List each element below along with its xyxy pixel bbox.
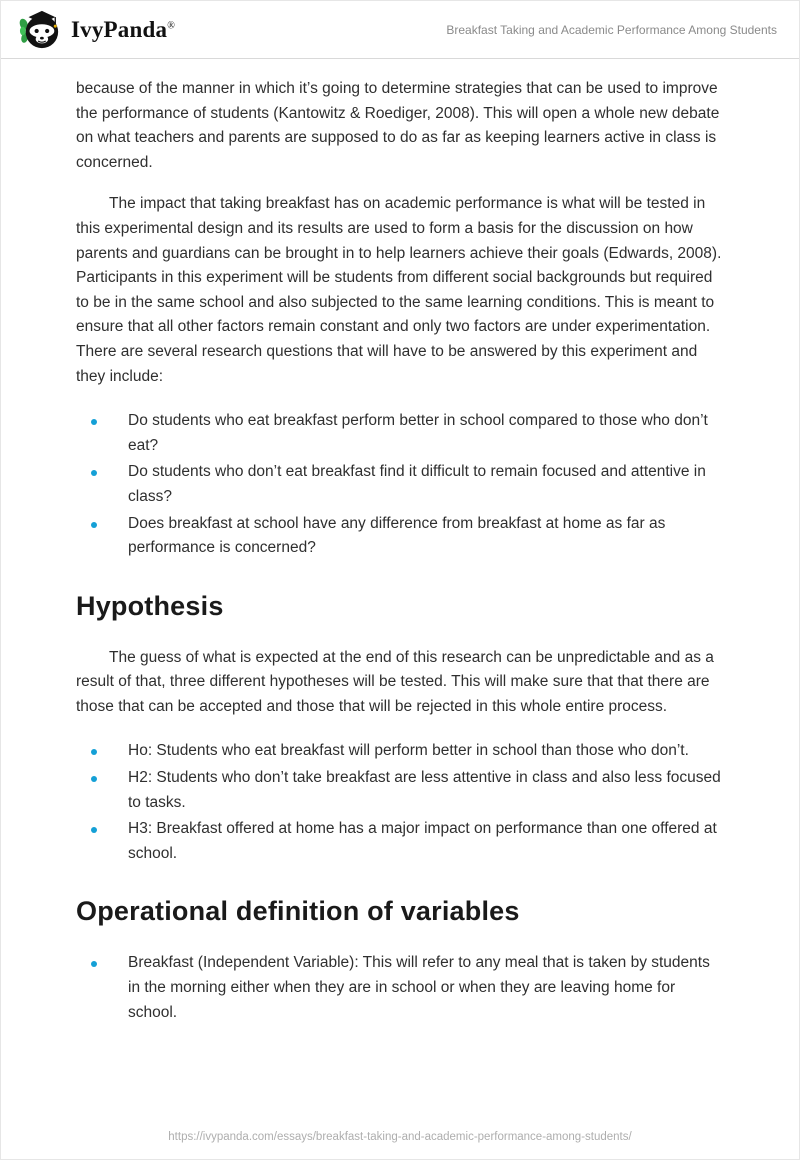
bullet-icon — [91, 749, 97, 755]
variables-list — [76, 951, 722, 1025]
bullet-icon — [91, 522, 97, 528]
bullet-icon — [91, 961, 97, 967]
document-title: Breakfast Taking and Academic Performance Among Students — [446, 22, 777, 37]
research-questions-list — [76, 409, 722, 561]
ivypanda-logo[interactable] — [19, 9, 175, 51]
list-item — [76, 460, 722, 509]
paragraph-hypothesis: The guess of what is expected at the end of this research can be unpredictable and as a result of that, three different hypotheses will be tested. This will make sure that that there are those that can be accepted and those that will be rejected in this whole entire process. — [76, 648, 714, 715]
variables-heading: Operational definition of variables — [76, 896, 520, 927]
page-header — [1, 1, 799, 59]
list-item — [76, 817, 722, 866]
list-item-text: H3: Breakfast offered at home has a major impact on performance than one offered at school. — [128, 820, 717, 862]
list-item — [76, 409, 722, 458]
list-item-text: Do students who don’t eat breakfast find it difficult to remain focused and attentive in class? — [128, 463, 706, 505]
bullet-icon — [91, 776, 97, 782]
bullet-icon — [91, 827, 97, 833]
bullet-icon — [91, 419, 97, 425]
list-item-text: Breakfast (Independent Variable): This will refer to any meal that is taken by students in the morning either when they are in school or when they are leaving home for school. — [128, 954, 710, 1021]
brand-name — [71, 17, 175, 43]
brand-text: IvyPanda — [71, 16, 168, 42]
list-item — [76, 739, 722, 764]
page-footer — [1, 1127, 799, 1145]
list-item — [76, 951, 722, 1025]
essay-content — [1, 59, 799, 1025]
source-url: https://ivypanda.com/essays/breakfast-taking-and-academic-performance-among-students/ — [168, 1131, 632, 1143]
list-item-text: Does breakfast at school have any difference from breakfast at home as far as performance is concerned? — [128, 514, 666, 557]
list-item-text: Do students who eat breakfast perform better in school compared to those who don’t eat? — [128, 412, 708, 454]
registered-mark: ® — [167, 19, 175, 31]
list-item — [76, 766, 722, 815]
paragraph-impact: The impact that taking breakfast has on academic performance is what will be tested in this experimental design and its results are used to form a basis for the discussion on how parents and guardians can be brought in to help learners achieve their goals (Edwards, 2008). Participants in this experiment will be students from different social backgrounds but required to be in the same school and also subjected to the same learning conditions. This is meant to ensure that all other factors remain constant and only two factors are under experimentation. There are several research questions that will have to be answered by this experiment and they include: — [76, 195, 722, 385]
list-item — [76, 512, 722, 561]
paragraph-intro: because of the manner in which it’s going to determine strategies that can be used to improve the performance of students (Kantowitz & Roediger, 2008). This will open a whole new debate on what teachers and parents are supposed to do as far as keeping learners active in class is concerned. — [76, 80, 720, 171]
bullet-icon — [91, 470, 97, 476]
list-item-text: Ho: Students who eat breakfast will perform better in school than those who don’t. — [128, 742, 689, 760]
list-item-text: H2: Students who don’t take breakfast are less attentive in class and also less focused to tasks. — [128, 769, 721, 811]
ivypanda-mascot-icon — [19, 9, 61, 51]
hypothesis-heading: Hypothesis — [76, 590, 224, 621]
hypotheses-list — [76, 739, 722, 866]
